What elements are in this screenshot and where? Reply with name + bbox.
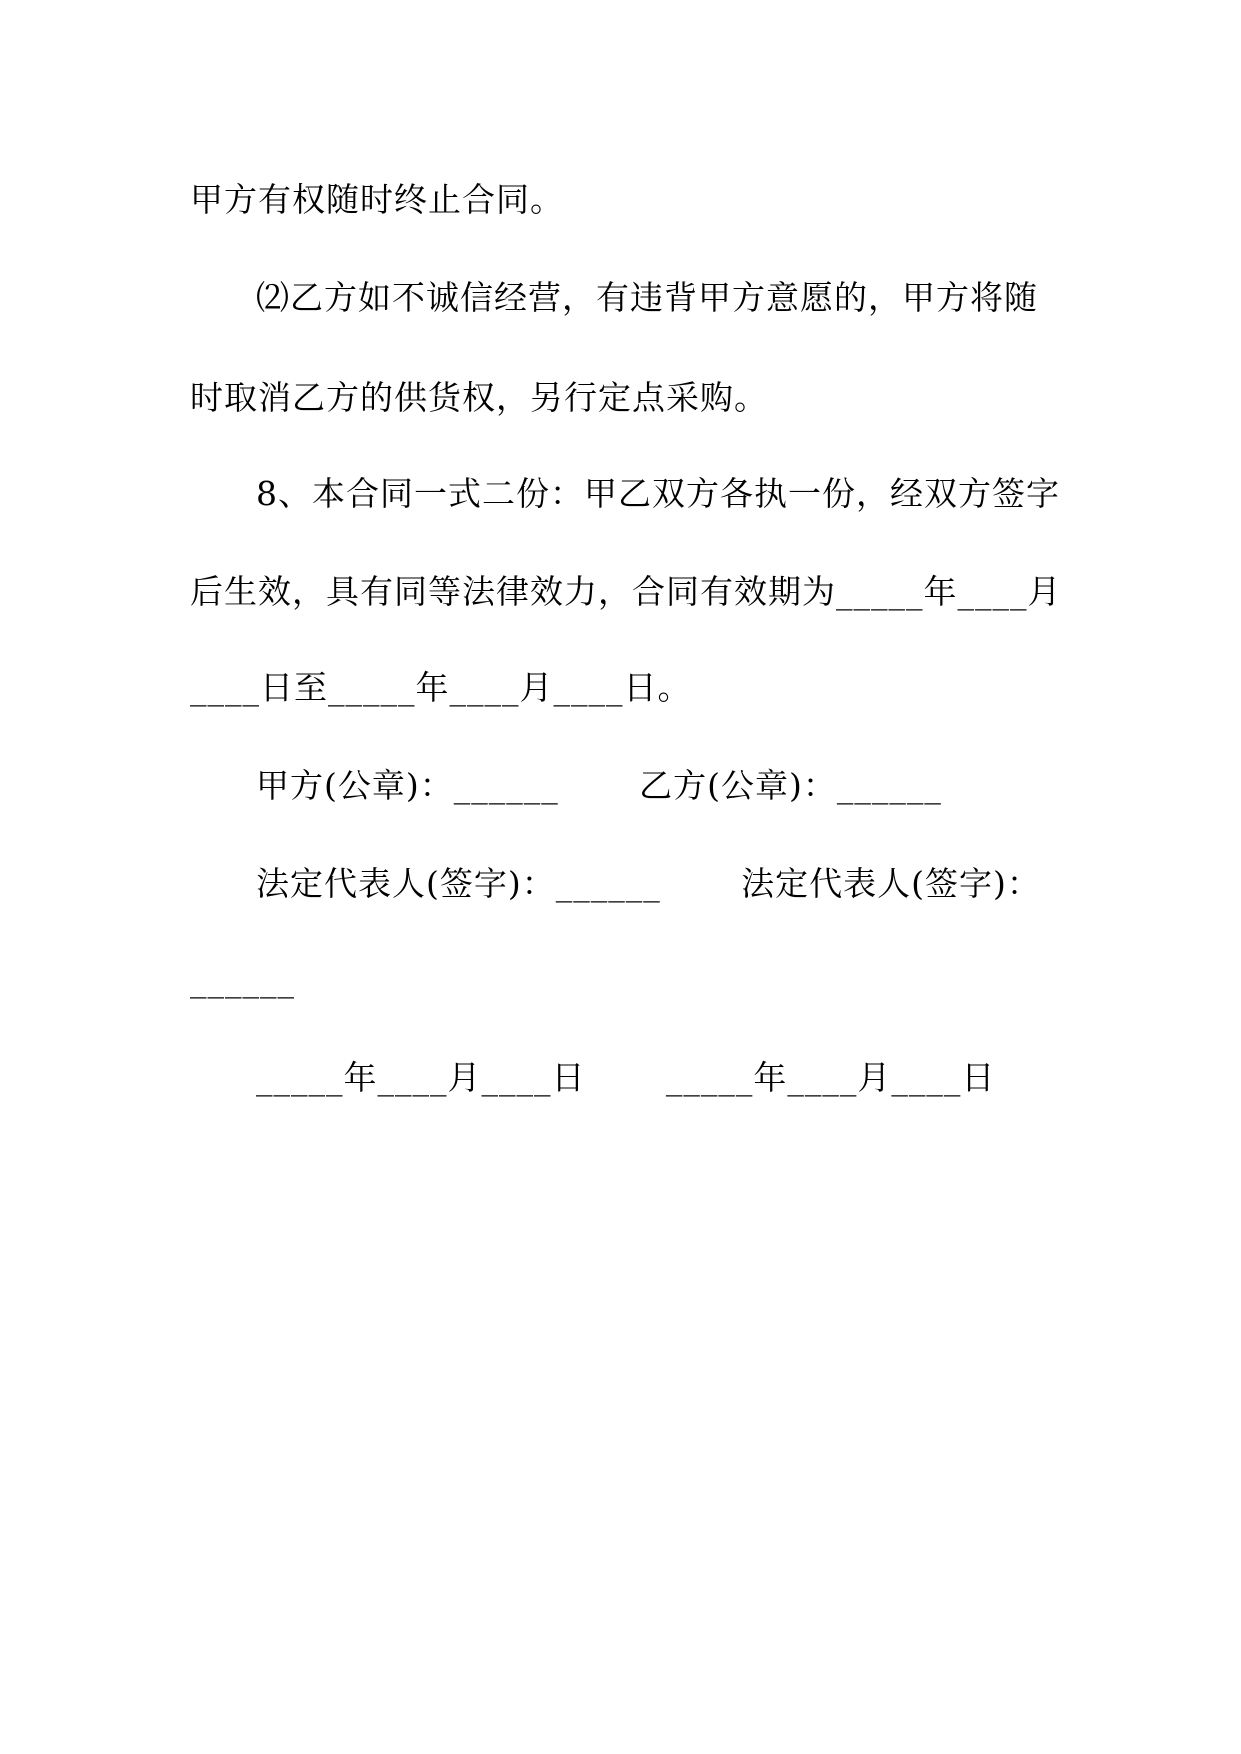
paragraph-line-2: ⑵乙方如不诚信经营，有违背甲方意愿的，甲方将随 [256, 278, 1038, 317]
paragraph-line-6: ____日至_____年____月____日。 [190, 668, 692, 707]
representative-line: 法定代表人(签字)：______ 法定代表人(签字)： [256, 864, 1041, 903]
representative-blank-line: ______ [190, 960, 295, 999]
paragraph-line-1: 甲方有权随时终止合同。 [190, 180, 564, 219]
paragraph-line-5: 后生效，具有同等法律效力，合同有效期为_____年____月 [190, 572, 1062, 611]
paragraph-line-3: 时取消乙方的供货权，另行定点采购。 [190, 378, 768, 417]
paragraph-line-4: 8、本合同一式二份：甲乙双方各执一份，经双方签字 [256, 474, 1060, 513]
seal-line: 甲方(公章)：______ 乙方(公章)：______ [256, 766, 942, 805]
date-line: _____年____月____日 _____年____月____日 [256, 1058, 996, 1097]
